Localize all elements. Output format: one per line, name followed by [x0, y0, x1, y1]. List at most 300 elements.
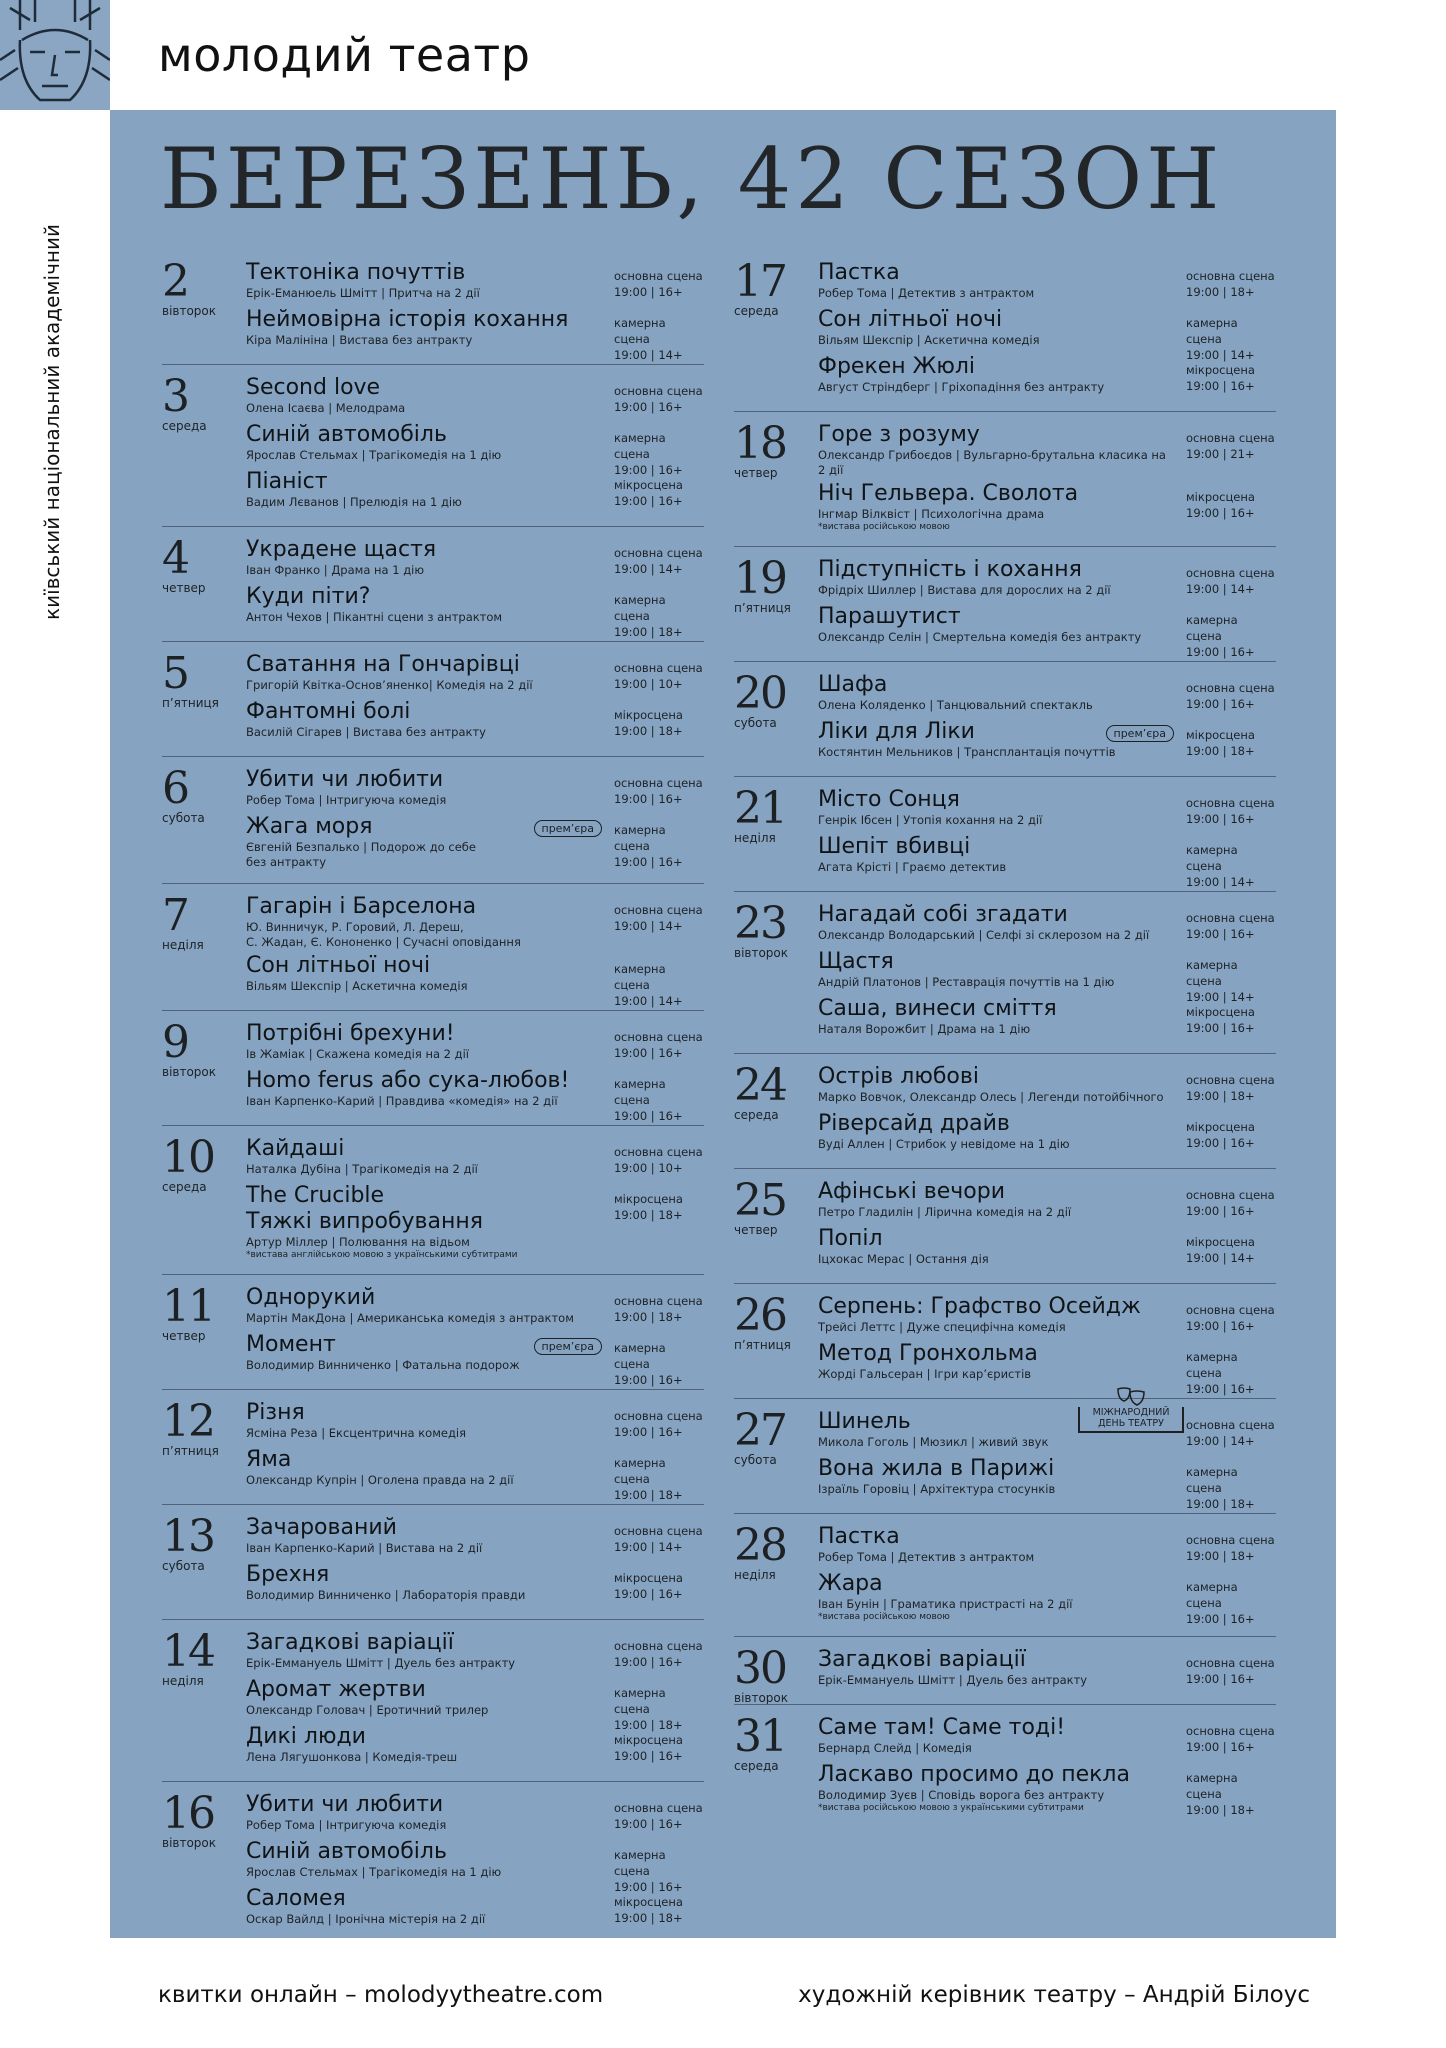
show-venue [614, 315, 704, 363]
show-venue [614, 961, 704, 1009]
show-venue [614, 1570, 704, 1602]
show-title[interactable]: Убити чи любити [246, 1792, 444, 1817]
date-block [734, 553, 814, 615]
date-block [162, 1132, 242, 1194]
show-item[interactable] [246, 469, 704, 513]
show-title[interactable]: Різня [246, 1400, 305, 1425]
venue-name: основна сцена [614, 546, 703, 560]
tickets-online-text[interactable]: квитки онлайн – molodyytheatre.com [158, 1982, 604, 2008]
venue-name: основна сцена [614, 1639, 703, 1653]
venue-name: основна сцена [1186, 1418, 1275, 1432]
show-time-age: 19:00 | 18+ [614, 1208, 683, 1222]
weekday-label: п’ятниця [734, 601, 791, 615]
show-author-genre: Антон Чехов | Пікантні сцени з антрактом [246, 610, 503, 624]
show-title[interactable]: Брехня [246, 1562, 330, 1587]
date-number: 3 [162, 371, 188, 422]
schedule-day [734, 1053, 1276, 1168]
date-block [734, 1175, 814, 1237]
show-title[interactable]: Убити чи любити [246, 767, 444, 792]
show-author-genre: Кіра Малініна | Вистава без антракту [246, 333, 473, 347]
venue-name: мікросцена [614, 478, 683, 492]
show-item[interactable] [818, 902, 1276, 946]
show-title[interactable]: Острів любові [818, 1064, 979, 1089]
weekday-label: четвер [734, 1223, 778, 1237]
show-title[interactable]: Метод Гронхольма [818, 1341, 1038, 1366]
show-author-genre: Володимир Винниченко | Лабораторія правди [246, 1588, 526, 1602]
show-title[interactable]: Шафа [818, 672, 888, 697]
show-venue [614, 477, 704, 509]
show-author-genre: Вадим Лєванов | Прелюдія на 1 дію [246, 495, 462, 509]
show-author-genre: Олександр Грибоєдов | Вульгарно-брутальна класика на 2 дії [818, 448, 1166, 477]
show-title[interactable]: Куди піти? [246, 584, 371, 609]
show-title[interactable]: Ласкаво просимо до пекла [818, 1762, 1130, 1787]
show-item[interactable] [818, 604, 1276, 659]
show-title[interactable]: Homo ferus або сука-любов! [246, 1068, 570, 1093]
show-item[interactable] [246, 1886, 704, 1930]
date-number: 26 [734, 1290, 786, 1341]
venue-name: основна сцена [614, 1294, 703, 1308]
show-time-age: 19:00 | 14+ [1186, 348, 1255, 362]
show-list [818, 787, 1276, 889]
show-item[interactable] [246, 1400, 704, 1444]
show-title[interactable]: Ліки для Ліки [818, 719, 975, 744]
show-item[interactable] [818, 260, 1276, 304]
show-author-genre: Володимир Зуєв | Сповідь ворога без антракту [818, 1788, 1105, 1802]
show-author-genre: Ю. Винничук, Р. Горовий, Л. Дереш, С. Жадан, Є. Кононенко | Сучасні оповідання [246, 920, 521, 949]
weekday-label: вівторок [162, 1065, 217, 1079]
show-title[interactable]: Неймовірна історія кохання [246, 307, 569, 332]
show-venue [1186, 1723, 1276, 1755]
show-item[interactable] [818, 1341, 1276, 1396]
date-block [162, 533, 242, 595]
show-title[interactable]: Синій автомобіль [246, 1839, 447, 1864]
venue-name: мікросцена [1186, 1120, 1255, 1134]
show-item[interactable] [818, 996, 1276, 1040]
show-title[interactable]: Шинель [818, 1409, 911, 1434]
venue-name: камерна сцена [1186, 1580, 1238, 1610]
show-venue [614, 1340, 704, 1388]
date-number: 7 [162, 890, 188, 941]
show-author-genre: Ярослав Стельмах | Трагікомедія на 1 дію [246, 448, 502, 462]
show-venue [1186, 727, 1276, 759]
show-time-age: 19:00 | 16+ [1186, 645, 1255, 659]
weekday-label: неділя [162, 1674, 204, 1688]
show-title[interactable]: Жара [818, 1571, 883, 1596]
show-item[interactable] [818, 354, 1276, 398]
show-author-genre: Наталя Ворожбит | Драма на 1 дію [818, 1022, 1031, 1036]
schedule-day [162, 1781, 704, 1943]
show-author-genre: Петро Гладилін | Лірична комедія на 2 дії [818, 1205, 1072, 1219]
date-block [162, 1788, 242, 1850]
show-item[interactable] [246, 652, 704, 696]
schedule-day [162, 1125, 704, 1274]
show-list [246, 1630, 704, 1768]
show-language-note: *вистава російською мовою з українськими субтитрами [818, 1803, 1084, 1813]
venue-name: камерна сцена [1186, 613, 1238, 643]
show-title[interactable]: Аромат жертви [246, 1677, 426, 1702]
date-number: 14 [162, 1626, 214, 1677]
show-item[interactable] [246, 894, 704, 950]
venue-name: мікросцена [1186, 1235, 1255, 1249]
weekday-label: неділя [162, 938, 204, 952]
show-item[interactable] [246, 1021, 704, 1065]
show-item[interactable] [818, 1456, 1276, 1511]
show-item[interactable] [246, 1839, 704, 1894]
show-venue [614, 1523, 704, 1555]
show-title[interactable]: Пастка [818, 260, 900, 285]
show-author-genre: Робер Тома | Детектив з антрактом [818, 1550, 1035, 1564]
show-list [818, 1524, 1276, 1626]
show-author-genre: Ерік-Еманюель Шмітт | Притча на 2 дії [246, 286, 480, 300]
date-number: 9 [162, 1017, 188, 1068]
show-title[interactable]: Сон літньої ночі [246, 953, 431, 978]
premiere-badge: прем’єра [534, 1338, 603, 1355]
show-author-genre: Ясміна Реза | Ексцентрична комедія [246, 1426, 467, 1440]
date-number: 4 [162, 533, 188, 584]
show-item[interactable] [246, 1562, 704, 1606]
show-time-age: 19:00 | 16+ [614, 1425, 683, 1439]
show-venue [1186, 1302, 1276, 1334]
show-list [246, 767, 704, 870]
show-title[interactable]: Нагадай собі згадати [818, 902, 1068, 927]
weekday-label: середа [162, 1180, 207, 1194]
show-title[interactable]: Місто Сонця [818, 787, 960, 812]
show-item[interactable] [246, 1515, 704, 1559]
show-author-genre: Григорій Квітка-Основ’яненко| Комедія на 2 дії [246, 678, 533, 692]
show-item[interactable] [246, 953, 704, 1008]
show-item[interactable] [818, 1524, 1276, 1568]
show-title[interactable]: Піаніст [246, 469, 328, 494]
schedule-day [734, 1283, 1276, 1398]
show-list [246, 894, 704, 1008]
show-time-age: 19:00 | 14+ [614, 348, 683, 362]
venue-name: основна сцена [614, 1409, 703, 1423]
show-list [246, 1515, 704, 1606]
show-title[interactable]: The Crucible Тяжкі випробування [246, 1183, 483, 1234]
show-title[interactable]: Синій автомобіль [246, 422, 447, 447]
show-venue [1186, 910, 1276, 942]
date-number: 19 [734, 553, 786, 604]
date-number: 12 [162, 1396, 214, 1447]
show-item[interactable] [818, 307, 1276, 362]
venue-name: основна сцена [1186, 681, 1275, 695]
show-author-genre: Костянтин Мельников | Трансплантація почуттів [818, 745, 1116, 759]
show-title[interactable]: Яма [246, 1447, 292, 1472]
venue-name: камерна сцена [614, 1456, 666, 1486]
schedule-day [734, 891, 1276, 1053]
show-item[interactable] [818, 1715, 1276, 1759]
show-venue [1186, 1417, 1276, 1449]
show-item[interactable] [818, 1294, 1276, 1338]
show-author-genre: Іцхокас Мерас | Остання дія [818, 1252, 989, 1266]
show-title[interactable]: Саме там! Саме тоді! [818, 1715, 1066, 1740]
show-time-age: 19:00 | 14+ [1186, 990, 1255, 1004]
show-item[interactable] [246, 1447, 704, 1502]
show-venue [614, 1894, 704, 1926]
show-item[interactable] [246, 1285, 704, 1329]
schedule-panel [110, 110, 1336, 1938]
show-item[interactable] [246, 537, 704, 581]
date-block [734, 418, 814, 480]
show-time-age: 19:00 | 16+ [614, 1373, 683, 1387]
show-list [818, 672, 1276, 763]
show-item[interactable] [246, 307, 704, 362]
show-list [246, 375, 704, 513]
show-item[interactable] [818, 1409, 1276, 1453]
show-item[interactable] [246, 1792, 704, 1836]
show-list [246, 1136, 704, 1261]
weekday-label: субота [162, 811, 205, 825]
show-item[interactable] [818, 1179, 1276, 1223]
show-author-genre: Бернард Слейд | Комедія [818, 1741, 972, 1755]
show-item[interactable] [818, 719, 1276, 763]
show-item[interactable] [246, 814, 704, 870]
show-venue [614, 1638, 704, 1670]
weekday-label: середа [734, 304, 779, 318]
show-item[interactable] [818, 834, 1276, 889]
show-list [818, 1409, 1276, 1511]
show-time-age: 19:00 | 18+ [614, 1488, 683, 1502]
show-time-age: 19:00 | 18+ [1186, 1803, 1255, 1817]
show-time-age: 19:00 | 16+ [1186, 812, 1255, 826]
show-title[interactable]: Дикі люди [246, 1724, 366, 1749]
show-time-age: 19:00 | 18+ [614, 1718, 683, 1732]
show-author-genre: Ерік-Еммануель Шмітт | Дуель без антракту [246, 1656, 516, 1670]
show-list [818, 1179, 1276, 1270]
show-venue [1186, 1234, 1276, 1266]
show-venue [614, 1732, 704, 1764]
premiere-badge: прем’єра [534, 820, 603, 837]
schedule-day [734, 1398, 1276, 1513]
show-title[interactable]: Серпень: Графство Осейдж [818, 1294, 1141, 1319]
date-number: 13 [162, 1511, 214, 1562]
premiere-badge: прем’єра [1106, 725, 1175, 742]
show-list [818, 1064, 1276, 1155]
venue-name: камерна сцена [1186, 843, 1238, 873]
show-author-genre: Вільям Шекспір | Аскетична комедія [818, 333, 1040, 347]
show-venue [614, 775, 704, 807]
show-venue [1186, 1770, 1276, 1818]
show-language-note: *вистава англійською мовою з українськими субтитрами [246, 1250, 518, 1260]
date-number: 30 [734, 1643, 786, 1694]
show-title[interactable]: Загадкові варіації [818, 1647, 1026, 1672]
show-item[interactable] [818, 949, 1276, 1004]
venue-name: камерна сцена [614, 1077, 666, 1107]
show-author-genre: Олександр Головач | Еротичний трилер [246, 1703, 489, 1717]
show-author-genre: Вільям Шекспір | Аскетична комедія [246, 979, 468, 993]
show-title[interactable]: Потрібні брехуни! [246, 1021, 455, 1046]
brand-name: молодий театр [158, 28, 531, 82]
show-author-genre: Іван Карпенко-Карий | Правдива «комедія» на 2 дії [246, 1094, 558, 1108]
venue-name: камерна сцена [614, 316, 666, 346]
show-title[interactable]: Ріверсайд драйв [818, 1111, 1010, 1136]
show-item[interactable] [818, 787, 1276, 831]
show-author-genre: Марко Вовчок, Олександр Олесь | Легенди потойбічного [818, 1090, 1164, 1104]
date-number: 21 [734, 783, 786, 834]
show-item[interactable] [246, 1724, 704, 1768]
show-title[interactable]: Щастя [818, 949, 894, 974]
date-number: 6 [162, 763, 188, 814]
date-block [162, 1626, 242, 1688]
show-title[interactable]: Сон літньої ночі [818, 307, 1003, 332]
show-venue [1186, 362, 1276, 394]
show-title[interactable]: Пастка [818, 1524, 900, 1549]
show-time-age: 19:00 | 14+ [614, 994, 683, 1008]
show-time-age: 19:00 | 14+ [1186, 582, 1255, 596]
show-list [818, 1647, 1276, 1691]
venue-name: основна сцена [1186, 796, 1275, 810]
schedule-day [734, 256, 1276, 411]
show-author-genre: Олександр Купрін | Оголена правда на 2 дії [246, 1473, 514, 1487]
show-title[interactable]: Гагарін і Барселона [246, 894, 477, 919]
show-item[interactable] [246, 1677, 704, 1732]
venue-name: основна сцена [614, 384, 703, 398]
show-item[interactable] [818, 1762, 1276, 1817]
date-block [734, 1060, 814, 1122]
show-title[interactable]: Попіл [818, 1226, 883, 1251]
venue-name: основна сцена [1186, 1073, 1275, 1087]
show-author-genre: Іван Франко | Драма на 1 дію [246, 563, 425, 577]
show-language-note: *вистава російською мовою [818, 1612, 950, 1622]
show-title[interactable]: Момент [246, 1332, 336, 1357]
show-title[interactable]: Шепіт вбивці [818, 834, 971, 859]
show-time-age: 19:00 | 16+ [614, 855, 683, 869]
show-title[interactable]: Тектоніка почуттів [246, 260, 466, 285]
show-item[interactable] [818, 1111, 1276, 1155]
show-author-genre: Інгмар Вілквіст | Психологічна драма [818, 507, 1045, 521]
show-title[interactable]: Однорукий [246, 1285, 376, 1310]
show-title[interactable]: Горе з розуму [818, 422, 980, 447]
show-title[interactable]: Загадкові варіації [246, 1630, 454, 1655]
date-number: 24 [734, 1060, 786, 1111]
show-item[interactable] [246, 260, 704, 304]
show-venue [1186, 1187, 1276, 1219]
show-author-genre: Робер Тома | Інтригуюча комедія [246, 793, 447, 807]
show-time-age: 19:00 | 16+ [1186, 1021, 1255, 1035]
venue-name: основна сцена [1186, 1656, 1275, 1670]
schedule-day [162, 1010, 704, 1125]
show-title[interactable]: Зачарований [246, 1515, 397, 1540]
show-item[interactable] [246, 1183, 704, 1261]
show-list [246, 1285, 704, 1387]
show-list [818, 260, 1276, 398]
show-item[interactable] [246, 422, 704, 477]
show-item[interactable] [818, 672, 1276, 716]
show-time-age: 19:00 | 18+ [614, 1310, 683, 1324]
show-item[interactable] [818, 422, 1276, 478]
show-venue [614, 268, 704, 300]
show-time-age: 19:00 | 16+ [1186, 1382, 1255, 1396]
show-title[interactable]: Підступність і кохання [818, 557, 1082, 582]
show-time-age: 19:00 | 16+ [1186, 927, 1255, 941]
show-title[interactable]: Украдене щастя [246, 537, 437, 562]
theatre-day-stamp [1078, 1387, 1184, 1437]
schedule-day [162, 526, 704, 641]
show-item[interactable] [818, 557, 1276, 601]
date-block [162, 1396, 242, 1458]
show-title[interactable]: Ніч Гельвера. Сволота [818, 481, 1079, 506]
show-author-genre: Мартін МакДона | Американська комедія з антрактом [246, 1311, 574, 1325]
show-list [818, 1715, 1276, 1817]
venue-name: камерна сцена [1186, 1350, 1238, 1380]
show-item[interactable] [818, 1647, 1276, 1691]
show-item[interactable] [246, 1332, 704, 1387]
date-block [734, 1643, 814, 1705]
venue-name: камерна сцена [614, 962, 666, 992]
show-item[interactable] [818, 1571, 1276, 1626]
show-item[interactable] [246, 1136, 704, 1180]
date-number: 2 [162, 256, 188, 307]
show-title[interactable]: Сватання на Гончарівці [246, 652, 520, 677]
show-time-age: 19:00 | 16+ [614, 1817, 683, 1831]
show-item[interactable] [246, 1630, 704, 1674]
show-item[interactable] [246, 375, 704, 419]
show-author-genre: Ерік-Еммануель Шмітт | Дуель без антракту [818, 1673, 1088, 1687]
show-item[interactable] [818, 481, 1276, 533]
show-title[interactable]: Парашутист [818, 604, 961, 629]
show-time-age: 19:00 | 14+ [1186, 1434, 1255, 1448]
venue-name: камерна сцена [1186, 958, 1238, 988]
date-number: 11 [162, 1281, 214, 1332]
show-title[interactable]: Саломея [246, 1886, 346, 1911]
venue-name: основна сцена [1186, 1188, 1275, 1202]
show-title[interactable]: Жага моря [246, 814, 373, 839]
show-time-age: 19:00 | 16+ [1186, 1612, 1255, 1626]
show-title[interactable]: Фантомні болі [246, 699, 411, 724]
show-title[interactable]: Кайдаші [246, 1136, 345, 1161]
show-author-genre: Ів Жаміак | Скажена комедія на 2 дії [246, 1047, 469, 1061]
show-title[interactable]: Фрекен Жюлі [818, 354, 976, 379]
show-time-age: 19:00 | 18+ [614, 625, 683, 639]
venue-name: основна сцена [614, 1145, 703, 1159]
show-author-genre: Вуді Аллен | Стрибок у невідоме на 1 дію [818, 1137, 1070, 1151]
date-number: 18 [734, 418, 786, 469]
schedule-day [734, 411, 1276, 546]
weekday-label: четвер [734, 466, 778, 480]
venue-name: мікросцена [614, 1895, 683, 1909]
venue-name: камерна сцена [614, 1341, 666, 1371]
venue-name: основна сцена [1186, 431, 1275, 445]
show-item[interactable] [818, 1226, 1276, 1270]
show-list [818, 422, 1276, 533]
date-number: 17 [734, 256, 786, 307]
show-item[interactable] [246, 1068, 704, 1123]
date-number: 28 [734, 1520, 786, 1571]
schedule-day [734, 1168, 1276, 1283]
show-item[interactable] [246, 767, 704, 811]
show-time-age: 19:00 | 18+ [614, 1911, 683, 1925]
venue-name: мікросцена [1186, 728, 1255, 742]
show-title[interactable]: Афінські вечори [818, 1179, 1006, 1204]
venue-name: основна сцена [1186, 1533, 1275, 1547]
show-title[interactable]: Вона жила в Парижі [818, 1456, 1055, 1481]
show-author-genre: Август Стріндберг | Гріхопадіння без антракту [818, 380, 1105, 394]
show-venue [614, 1455, 704, 1503]
date-block [734, 668, 814, 730]
show-item[interactable] [818, 1064, 1276, 1108]
show-title[interactable]: Second love [246, 375, 381, 400]
show-venue [614, 1191, 704, 1223]
show-title[interactable]: Саша, винеси сміття [818, 996, 1057, 1021]
show-time-age: 19:00 | 18+ [1186, 744, 1255, 758]
show-time-age: 19:00 | 16+ [614, 1749, 683, 1763]
date-block [162, 1511, 242, 1573]
schedule-day [162, 1389, 704, 1504]
show-time-age: 19:00 | 16+ [614, 463, 683, 477]
show-list [818, 557, 1276, 659]
show-item[interactable] [246, 584, 704, 639]
show-item[interactable] [246, 699, 704, 743]
